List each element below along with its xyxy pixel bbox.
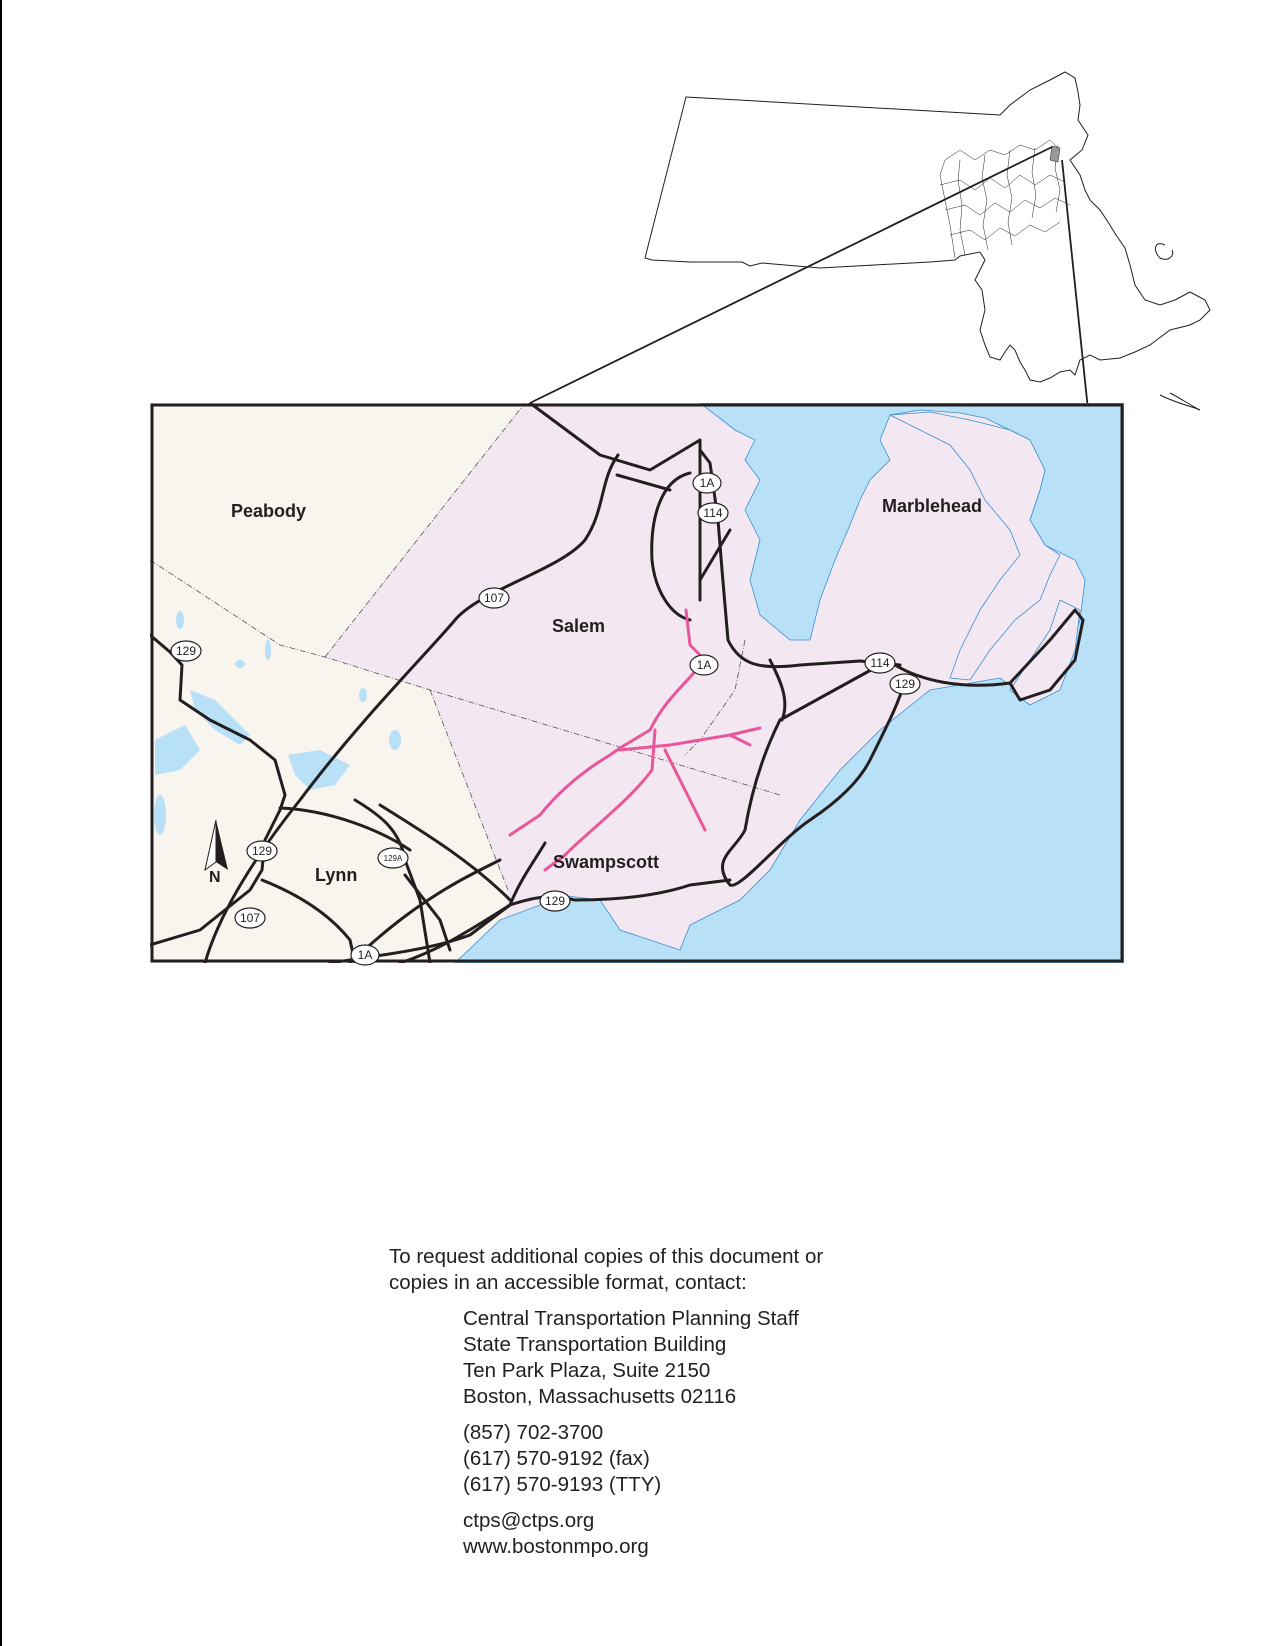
org-name: Central Transportation Planning Staff <box>463 1307 799 1330</box>
study-area-highlight <box>1050 146 1060 162</box>
route-shield <box>171 641 201 661</box>
svg-text:129: 129 <box>894 677 916 691</box>
svg-text:129: 129 <box>251 844 273 858</box>
massachusetts-inset-map <box>645 72 1210 410</box>
svg-text:107: 107 <box>239 911 261 925</box>
contact-block <box>389 1244 823 1560</box>
route-shield <box>479 588 509 608</box>
svg-text:114: 114 <box>870 656 890 670</box>
svg-text:129: 129 <box>175 644 197 658</box>
route-shield <box>698 503 728 523</box>
route-shield <box>865 653 895 673</box>
svg-text:114: 114 <box>703 506 723 520</box>
svg-text:N: N <box>209 869 221 886</box>
street-address: Ten Park Plaza, Suite 2150 <box>463 1359 711 1382</box>
route-shield <box>540 891 570 911</box>
zoom-connector-line <box>530 147 1052 403</box>
contact-phones <box>389 1420 823 1498</box>
tty-number: (617) 570-9193 (TTY) <box>463 1473 662 1496</box>
building-name: State Transportation Building <box>463 1333 727 1356</box>
city-address: Boston, Massachusetts 02116 <box>463 1385 737 1408</box>
route-shield <box>247 841 277 861</box>
svg-text:1A: 1A <box>696 658 712 672</box>
contact-address <box>389 1306 823 1410</box>
svg-text:129: 129 <box>544 894 566 908</box>
route-shield <box>235 908 265 928</box>
svg-text:129A: 129A <box>383 854 403 863</box>
svg-text:107: 107 <box>483 591 505 605</box>
phone-number: (857) 702-3700 <box>463 1421 604 1444</box>
route-shield <box>690 655 718 675</box>
svg-text:1A: 1A <box>357 948 373 962</box>
route-shield <box>378 848 408 868</box>
study-area-map <box>150 403 1124 963</box>
route-shield <box>351 945 379 965</box>
contact-online <box>389 1508 823 1560</box>
town-label-lynn: Lynn <box>315 865 358 885</box>
fax-number: (617) 570-9192 (fax) <box>463 1447 650 1470</box>
contact-intro-line1: To request additional copies of this document or <box>389 1245 824 1268</box>
town-label-marblehead: Marblehead <box>882 496 983 516</box>
website-link[interactable]: www.bostonmpo.org <box>463 1535 649 1558</box>
town-label-salem: Salem <box>552 616 606 636</box>
route-shield <box>693 473 721 493</box>
town-label-peabody: Peabody <box>231 501 307 521</box>
svg-text:1A: 1A <box>699 476 715 490</box>
contact-intro-line2: copies in an accessible format, contact: <box>389 1271 747 1294</box>
email-link[interactable]: ctps@ctps.org <box>463 1509 595 1532</box>
town-label-swampscott: Swampscott <box>553 852 660 872</box>
route-shield <box>890 674 920 694</box>
